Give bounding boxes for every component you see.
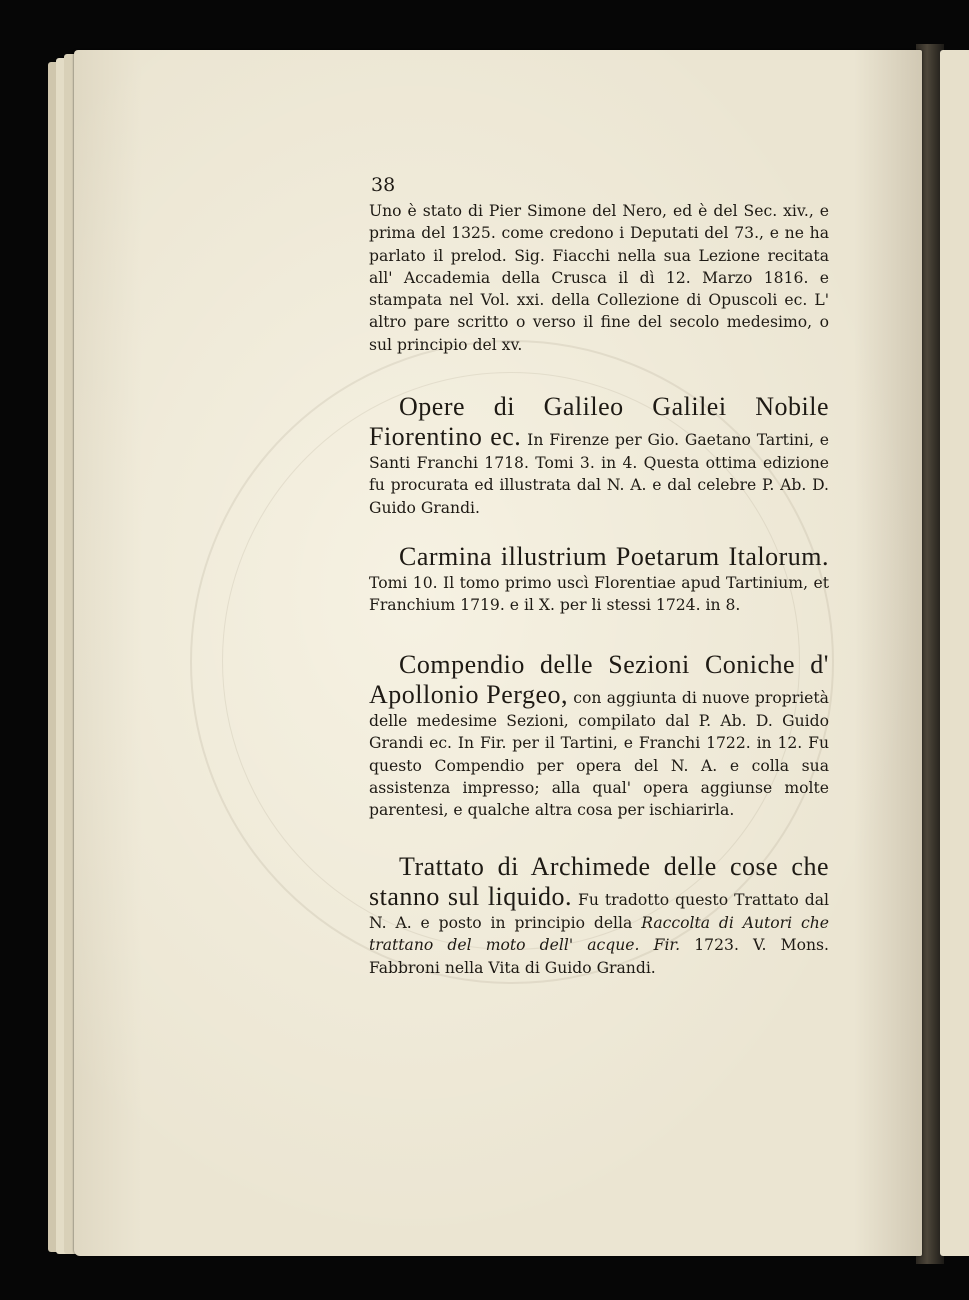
entry-body: In Firenze per Gio. Gaetano Tartini, e Santi Franchi 1718. Tomi 3. in 4. Questa ottima edizione fu procurata ed illustrata dal N. A. e dal celebre P. Ab. D. Guido Grandi. [369,431,829,517]
intro-text: Uno è stato di Pier Simone del Nero, ed è del Sec. xiv., e prima del 1325. come credono i Deputati del 73., e ne ha parlato il prelod. Sig. Fiacchi nella sua Lezione recitata all' Accademia della Crusca il dì 12. Marzo 1816. e stampata nel Vol. xxi. della Collezione di Opuscoli ec. L' altro pare scritto o verso il fine del secolo medesimo, o sul principio del xv. [369,202,829,354]
entry-title: Trattato di Archimede delle cose che stanno sul liquido. [369,852,829,911]
entry-archimede [369,852,829,979]
facing-page [940,50,969,1256]
entry-title: Opere di Galileo Galilei Nobile Fiorentino ec. [369,392,829,451]
entry-italic-title: Raccolta di Autori che trattano del moto dell' acque. [369,914,829,955]
entry-galileo [369,392,829,519]
entry-body: con aggiunta di nuove proprietà delle medesime Sezioni, compilato dal P. Ab. D. Guido Grandi ec. In Fir. per il Tartini, e Franchi 1722. in 12. Fu questo Compendio per opera del N. A. e colla sua assistenza impresso; alla qual' opera aggiunse molte parentesi, e qualche altra cosa per ischiarirla. [369,689,829,820]
entry-carmina [369,542,829,617]
entry-apollonio [369,650,829,821]
page-number: 38 [371,174,396,196]
entry-body: Tomi 10. Il tomo primo uscì Florentiae apud Tartinium, et Franchium 1719. e il X. per li stessi 1724. in 8. [369,574,829,615]
entry-body-end: 1723. V. Mons. Fabbroni nella Vita di Guido Grandi. [369,936,829,977]
entry-title: Carmina illustrium Poetarum Italorum. [399,542,829,571]
entry-body: Fu tradotto questo Trattato dal N. A. e posto in principio della [369,891,829,932]
entry-italic-place: Fir. [653,936,681,955]
intro-paragraph [369,200,829,356]
entry-title: Compendio delle Sezioni Coniche d' Apollonio Pergeo, [369,650,829,709]
